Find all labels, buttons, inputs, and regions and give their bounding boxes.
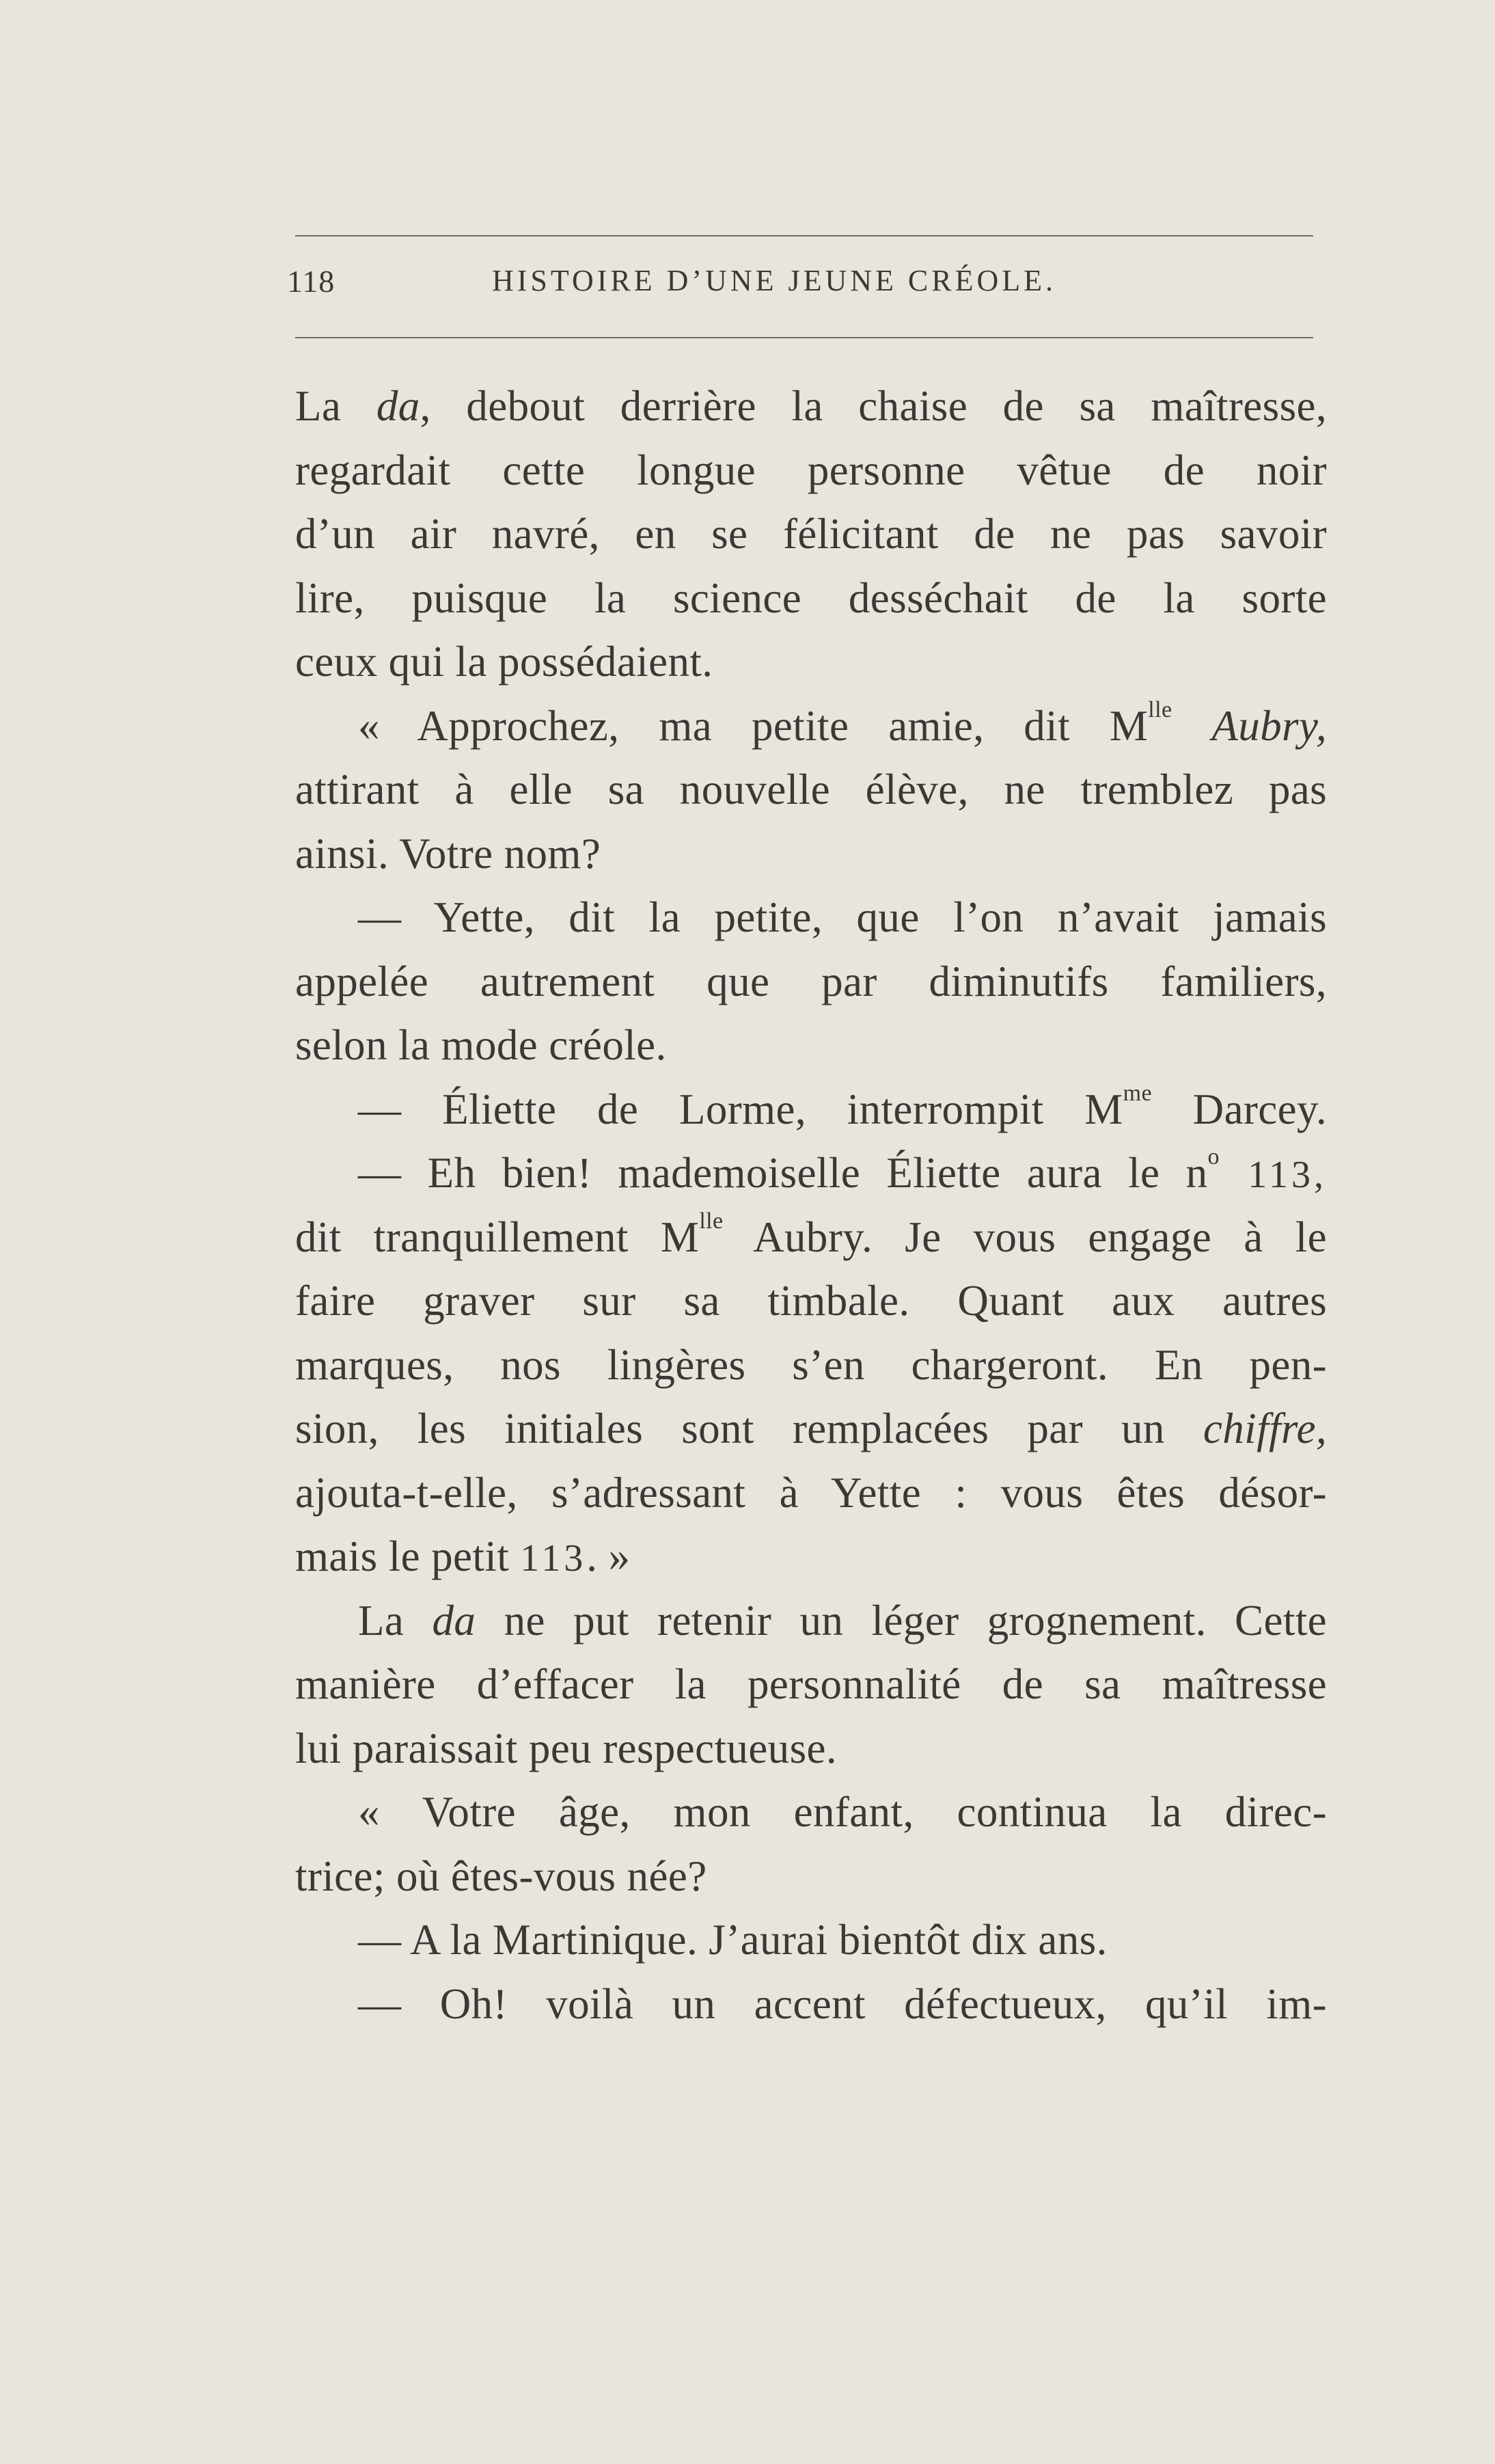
italic-word: da <box>376 382 420 430</box>
text-line: « Votre âge, mon enfant, continua la direc- <box>358 1788 1327 1836</box>
header-rule-bottom <box>295 337 1313 338</box>
running-title: HISTOIRE D’UNE JEUNE CRÉOLE. <box>492 264 1057 297</box>
text-line: appelée autrement que par diminutifs familiers, <box>295 957 1327 1005</box>
text-line: faire graver sur sa timbale. Quant aux autres <box>295 1277 1327 1325</box>
running-header <box>287 263 1312 311</box>
italic-word: Aubry, <box>1211 701 1327 750</box>
text-line: mais le petit 113. » <box>295 1532 631 1580</box>
italic-word: chiffre, <box>1203 1405 1327 1452</box>
text-line: « Approchez, ma petite amie, dit $M^{lle}$ Aubry, <box>358 696 1327 750</box>
text-line: regardait cette longue personne vêtue de noir <box>295 446 1327 494</box>
text-line: dit tranquillement $M^{lle}$ Aubry. Je vous engage à le <box>295 1208 1327 1261</box>
text-line: sion, les initiales sont remplacées par un chiffre, <box>295 1405 1327 1452</box>
italic-word: da <box>432 1596 476 1644</box>
text-line: selon la mode créole. <box>295 1021 667 1069</box>
text-line: — Yette, dit la petite, que l’on n’avait jamais <box>358 893 1327 941</box>
text-line: lui paraissait peu respectueuse. <box>295 1724 838 1772</box>
text-line: trice; où êtes-vous née? <box>295 1852 707 1900</box>
page-number: 118 <box>287 264 335 299</box>
text-line: attirant à elle sa nouvelle élève, ne tremblez pas <box>295 766 1327 813</box>
text-line: d’un air navré, en se félicitant de ne pas savoir <box>295 510 1327 558</box>
text-line: La da ne put retenir un léger grognement. Cette <box>358 1596 1327 1644</box>
text-line: ceux qui la possédaient. <box>295 638 713 686</box>
text-line: lire, puisque la science desséchait de la sorte <box>295 573 1327 622</box>
text-line: manière d’effacer la personnalité de sa maîtresse <box>295 1660 1327 1708</box>
text-line: marques, nos lingères s’en chargeront. En pen- <box>295 1340 1327 1389</box>
text-line: — A la Martinique. J’aurai bientôt dix ans. <box>358 1916 1108 1964</box>
body-text <box>295 375 1327 2036</box>
text-line: — Eh bien! mademoiselle Éliette aura le $n^o$ 113, <box>358 1144 1327 1197</box>
text-line: ainsi. Votre nom? <box>295 829 601 878</box>
text-line: ajouta-t-elle, s’adressant à Yette : vous êtes désor- <box>295 1468 1327 1517</box>
text-line: — Oh! voilà un accent défectueux, qu’il im- <box>358 1979 1327 2028</box>
text-line: La da, debout derrière la chaise de sa maîtresse, <box>295 382 1327 430</box>
text-line: — Éliette de Lorme, interrompit $M^{me}$ Darcey. <box>358 1080 1327 1133</box>
header-rule-top <box>295 235 1313 236</box>
